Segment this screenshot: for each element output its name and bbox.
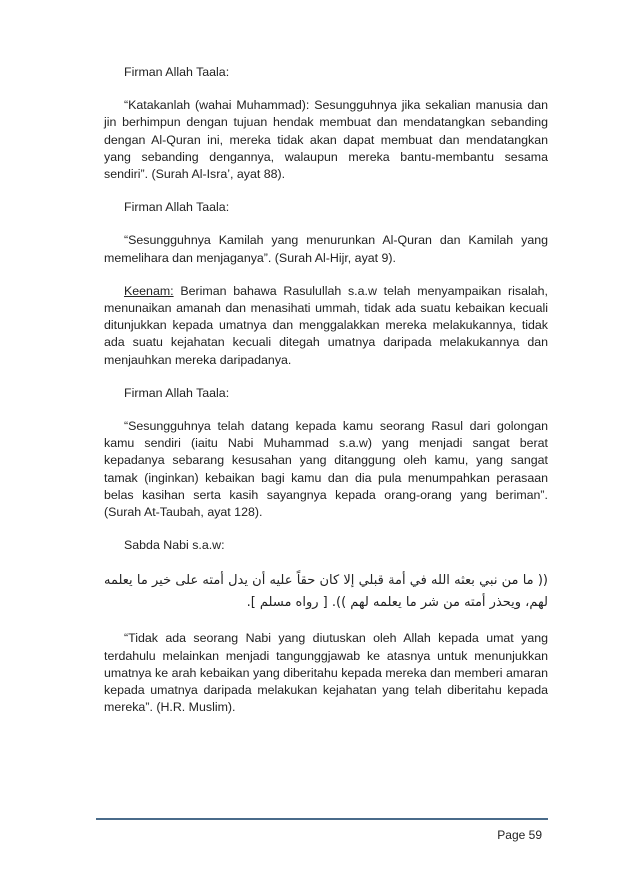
keenam-label: Keenam: [124, 283, 174, 298]
footer-rule [96, 818, 548, 820]
heading-firman-3: Firman Allah Taala: [124, 385, 230, 400]
heading-firman-2: Firman Allah Taala: [124, 200, 230, 215]
heading-firman-1: Firman Allah Taala: [124, 65, 230, 79]
quote-al-hijr: “Sesungguhnya Kamilah yang menurunkan Al-Quran dan Kamilah yang memelihara dan menjaganya”. (Surah Al-Hijr, ayat 9). [104, 233, 548, 265]
heading-sabda: Sabda Nabi s.a.w: [124, 538, 225, 553]
quote-hadith-translation: “Tidak ada seorang Nabi yang diutuskan oleh Allah kepada umat yang terdahulu melainkan menjadi tangunggjawab ke atasnya untuk menunjukkan umatnya ke arah kebaikan yang diberitahu kepada mereka dan memberi amaran kepada umatnya daripada melakukan kejahatan yang telah diberitahu kepada mereka”. (H.R. Muslim). [104, 631, 548, 715]
keenam-text: Beriman bahawa Rasulullah s.a.w telah menyampaikan risalah, menunaikan amanah dan menasihati ummah, tidak ada suatu kebaikan kecuali ditunjukkan kepada umatnya dan menggalakkan mereka melakukannya, tidak ada suatu kejahatan kecuali ditegah umatnya daripada melakukannya dan menjauhkan mereka daripadanya. [104, 283, 548, 367]
paragraph-keenam [104, 283, 548, 369]
page-number: Page 59 [497, 828, 542, 842]
quote-al-isra: “Katakanlah (wahai Muhammad): Sesungguhnya jika sekalian manusia dan jin berhimpun dengan tujuan hendak membuat dan mendatangkan sebanding dengan Al-Quran ini, mereka tidak akan dapat membuat dan mendatangkan yang sebanding dengannya, walaupun mereka bantu-membantu sesama sendiri”. (Surah Al-Isra’, ayat 88). [104, 98, 548, 182]
quote-at-taubah: “Sesungguhnya telah datang kepada kamu seorang Rasul dari golongan kamu sendiri (iaitu Nabi Muhammad s.a.w) yang menjadi sangat berat kepadanya sebarang kesusahan yang ditanggung oleh kamu, yang sangat tamak (inginkan) kebaikan bagi kamu dan dia pula menumpahkan perasaan belas kasihan serta kasih sayangnya kepada orang-orang yang beriman”. (Surah At-Taubah, ayat 128). [104, 419, 548, 520]
page-body [104, 64, 548, 732]
arabic-hadith: (( ما من نبي بعثه الله في أمة قبلي إلا كان حقاً عليه أن يدل أمته على خير ما يعلمه لهم، ويحذر أمته من شر ما يعلمه لهم )). [ رواه مسلم ]. [104, 573, 548, 611]
